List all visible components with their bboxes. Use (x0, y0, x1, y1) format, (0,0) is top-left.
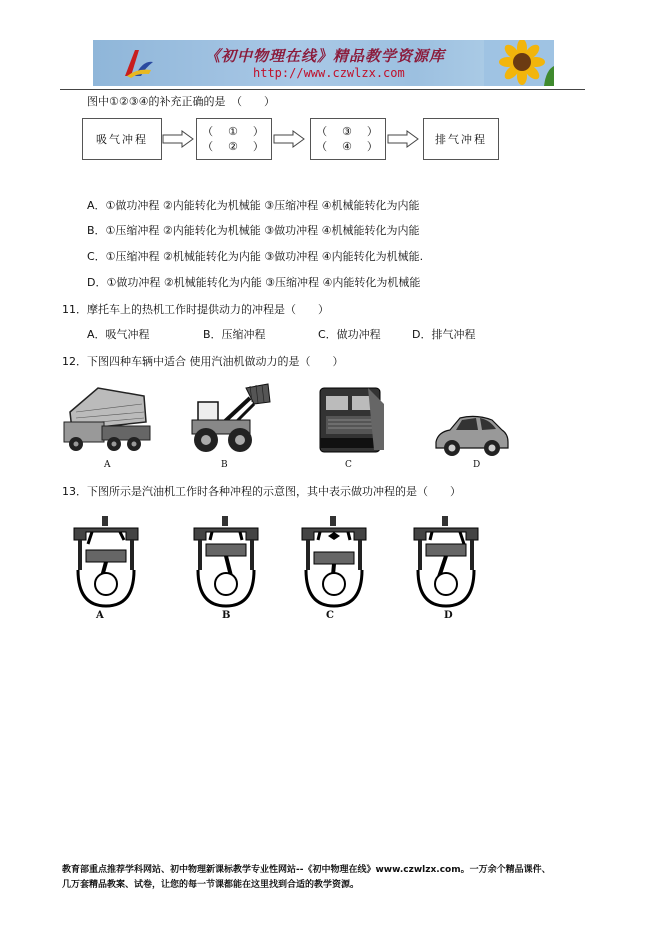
header-banner (93, 40, 554, 86)
engine-stroke-d-diagram (410, 514, 482, 610)
q11-option-c[interactable]: C．做功冲程 (318, 328, 381, 341)
wheel-loader-image (188, 380, 274, 458)
q11-stem: 11．摩托车上的热机工作时提供动力的冲程是（ ） (62, 303, 329, 316)
q13-caption-b: B (222, 610, 231, 621)
footer-note (62, 863, 602, 893)
engine-stroke-b-diagram (190, 514, 262, 610)
diagram-blank-2: （ ② ） (202, 140, 266, 153)
q11-option-b[interactable]: B．压缩冲程 (203, 328, 266, 341)
site-logo-icon (121, 46, 155, 80)
engine-stroke-c-diagram (298, 514, 370, 610)
q11-option-d[interactable]: D．排气冲程 (412, 328, 476, 341)
engine-stroke-a-diagram (70, 514, 142, 610)
q10-option-b[interactable]: B．①压缩冲程 ②内能转化为机械能 ③做功冲程 ④机械能转化为内能 (87, 224, 420, 237)
q12-caption-d: D (473, 460, 481, 470)
q13-caption-d: D (444, 610, 453, 621)
q10-option-a[interactable]: A．①做功冲程 ②内能转化为机械能 ③压缩冲程 ④机械能转化为内能 (87, 199, 420, 212)
car-image (432, 410, 510, 458)
diagram-blank-1: （ ① ） (202, 125, 266, 138)
q12-stem: 12．下图四种车辆中适合 使用汽油机做动力的是（ ） (62, 355, 344, 368)
q10-option-d[interactable]: D．①做功冲程 ②机械能转化为内能 ③压缩冲程 ④内能转化为机械能 (87, 276, 421, 289)
flow-arrow-icon (273, 130, 305, 148)
q13-caption-a: A (96, 610, 104, 621)
diagram-box-blank-1-2 (196, 118, 272, 160)
diagram-box-exhaust (423, 118, 499, 160)
footer-line-2: 几万套精品教案、试卷，让您的每一节课都能在这里找到合适的教学资源。 (62, 880, 360, 890)
diagram-blank-4: （ ④ ） (316, 140, 380, 153)
diagram-box-intake-label: 吸气冲程 (96, 132, 148, 146)
flow-arrow-icon (387, 130, 419, 148)
q10-stem: 图中①②③④的补充正确的是 （ ） (87, 95, 275, 108)
q13-caption-c: C (326, 610, 334, 621)
q10-option-c[interactable]: C．①压缩冲程 ②机械能转化为内能 ③做功冲程 ④内能转化为机械能. (87, 250, 424, 263)
flow-arrow-icon (162, 130, 194, 148)
banner-url[interactable]: http://www.czwlzx.com (253, 66, 405, 80)
q12-caption-a: A (104, 460, 111, 470)
q12-caption-b: B (221, 460, 228, 470)
train-locomotive-image (316, 384, 384, 456)
banner-title: 《初中物理在线》精品教学资源库 (205, 47, 446, 65)
header-rule (60, 89, 585, 90)
q12-caption-c: C (345, 460, 352, 470)
sunflower-icon (484, 40, 554, 86)
footer-line-1: 教育部重点推荐学科网站、初中物理新课标教学专业性网站--《初中物理在线》www.czwlzx.com。一万余个精品课件、 (62, 865, 551, 875)
diagram-box-intake (82, 118, 162, 160)
q13-stem: 13．下图所示是汽油机工作时各种冲程的示意图，其中表示做功冲程的是（ ） (62, 485, 461, 498)
diagram-blank-3: （ ③ ） (316, 125, 380, 138)
diagram-box-exhaust-label: 排气冲程 (435, 132, 487, 146)
dump-truck-image (62, 382, 154, 458)
q11-option-a[interactable]: A．吸气冲程 (87, 328, 150, 341)
diagram-box-blank-3-4 (310, 118, 386, 160)
